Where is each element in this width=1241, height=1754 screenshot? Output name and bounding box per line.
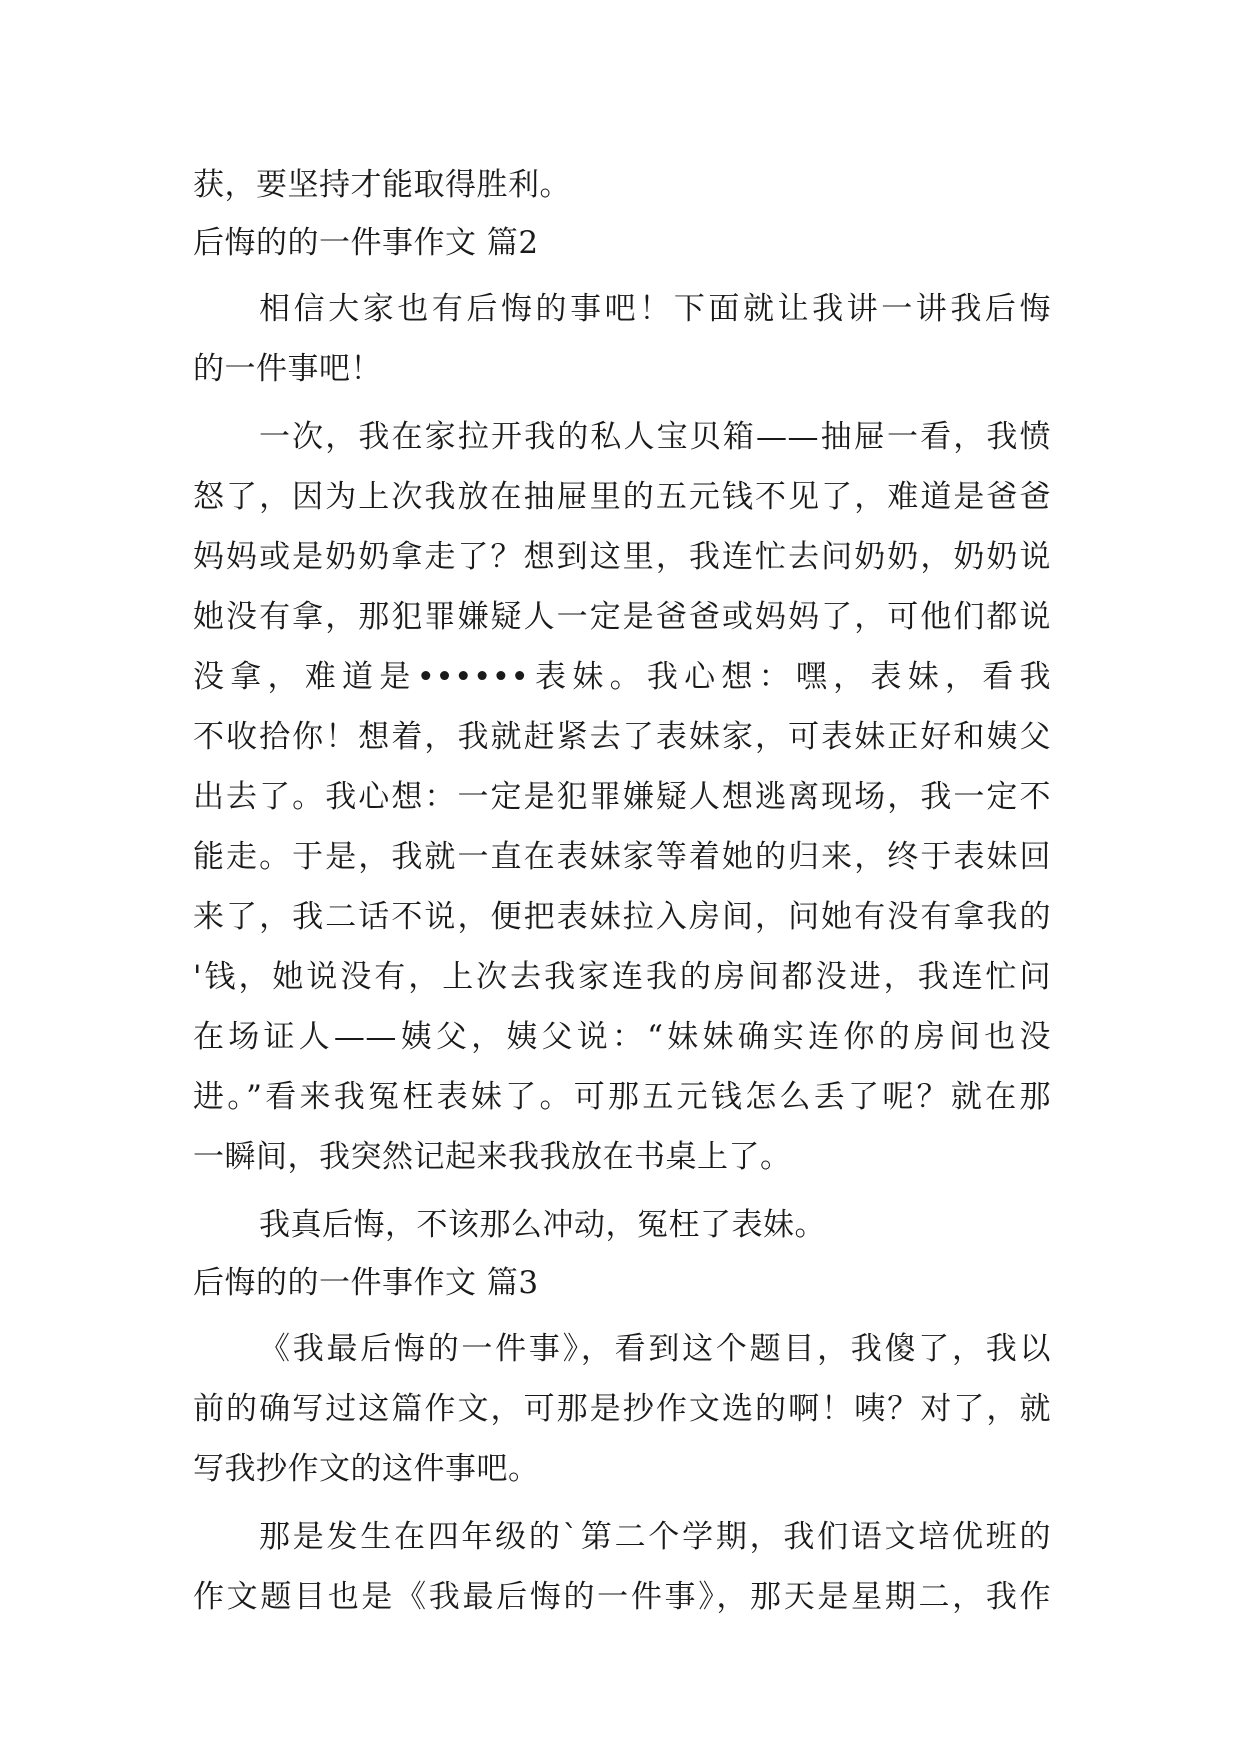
paragraph-line: 一瞬间，我突然记起来我我放在书桌上了。: [193, 1139, 792, 1175]
paragraph-line: 写我抄作文的这件事吧。: [193, 1451, 540, 1487]
paragraph-line: 在场证人——姨父，姨父说：“妹妹确实连你的房间也没: [193, 1019, 1051, 1055]
paragraph-line: 作文题目也是《我最后悔的一件事》，那天是星期二，我作: [193, 1579, 1051, 1615]
paragraph-line: 没拿，难道是••••••表妹。我心想：嘿，表妹，看我: [193, 659, 1051, 695]
paragraph-line: 进。”看来我冤枉表妹了。可那五元钱怎么丢了呢？就在那: [193, 1079, 1051, 1115]
paragraph-line: 那是发生在四年级的`第二个学期，我们语文培优班的: [259, 1519, 1051, 1555]
paragraph-line: 获，要坚持才能取得胜利。: [193, 167, 571, 203]
paragraph-line: 来了，我二话不说，便把表妹拉入房间，问她有没有拿我的: [193, 899, 1051, 935]
paragraph-line: '钱，她说没有，上次去我家连我的房间都没进，我连忙问: [193, 959, 1051, 995]
section-heading-3: 后悔的的一件事作文 篇3: [193, 1265, 539, 1301]
paragraph-line: 不收拾你！想着，我就赶紧去了表妹家，可表妹正好和姨父: [193, 719, 1051, 755]
paragraph-line: 能走。于是，我就一直在表妹家等着她的归来，终于表妹回: [193, 839, 1051, 875]
document-body: [193, 155, 1051, 1627]
paragraph-line: 妈妈或是奶奶拿走了？想到这里，我连忙去问奶奶，奶奶说: [193, 539, 1051, 575]
paragraph-line: 的一件事吧！: [193, 351, 382, 387]
paragraph-line: 一次，我在家拉开我的私人宝贝箱——抽屉一看，我愤: [259, 419, 1051, 455]
paragraph-line: 相信大家也有后悔的事吧！下面就让我讲一讲我后悔: [259, 291, 1051, 327]
paragraph-line: 前的确写过这篇作文，可那是抄作文选的啊！咦？对了，就: [193, 1391, 1051, 1427]
paragraph-line: 我真后悔，不该那么冲动，冤枉了表妹。: [259, 1207, 826, 1243]
paragraph-line: 怒了，因为上次我放在抽屉里的五元钱不见了，难道是爸爸: [193, 479, 1051, 515]
paragraph-line: 《我最后悔的一件事》，看到这个题目，我傻了，我以: [259, 1331, 1051, 1367]
paragraph-line: 出去了。我心想：一定是犯罪嫌疑人想逃离现场，我一定不: [193, 779, 1051, 815]
section-heading-2: 后悔的的一件事作文 篇2: [193, 225, 539, 261]
paragraph-line: 她没有拿，那犯罪嫌疑人一定是爸爸或妈妈了，可他们都说: [193, 599, 1051, 635]
